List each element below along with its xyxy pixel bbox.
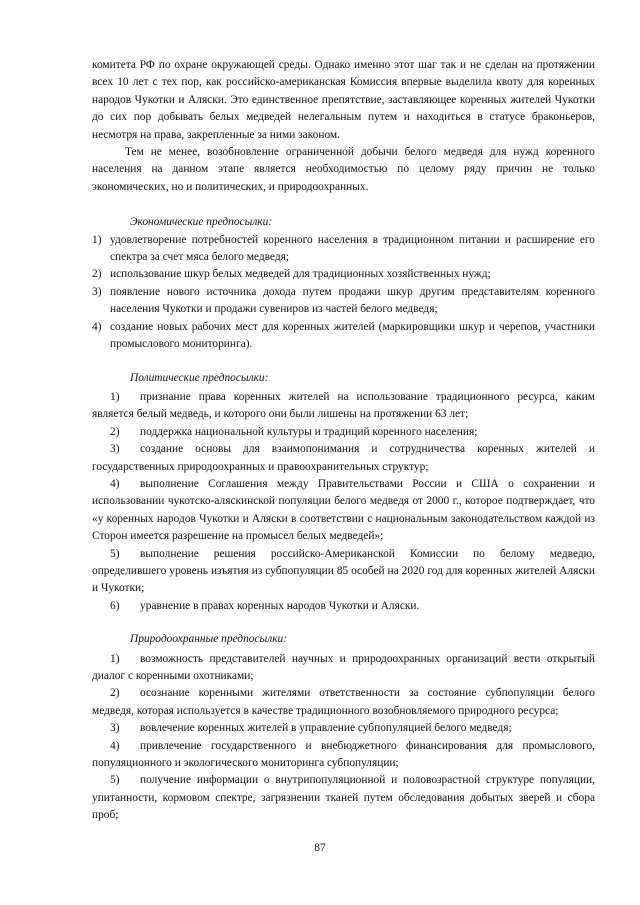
political-list (92, 389, 595, 615)
list-item-text: признание права коренных жителей на использование традиционного ресурса, каким является белый медведь, и которого они были лишены на протяжении 63 лет; (92, 390, 595, 421)
list-item-text: выполнение решения российско-Американской Комиссии по белому медведю, определившего уровень изъятия из субпопуляции 85 особей на 2020 год для коренных жителей Аляски и Чукотки; (92, 547, 595, 595)
list-item (92, 738, 595, 773)
list-item-number: 5) (110, 774, 120, 787)
list-item (92, 319, 595, 354)
list-item (92, 598, 595, 615)
list-item (92, 476, 595, 546)
list-item-number: 1) (110, 652, 120, 665)
list-item (92, 389, 595, 424)
environmental-heading: Природоохранные предпосылки: (130, 633, 288, 646)
economic-heading: Экономические предпосылки: (130, 216, 273, 229)
list-item (92, 284, 595, 319)
list-item-number: 2) (110, 687, 120, 700)
list-item-number: 6) (110, 599, 120, 612)
list-item-number: 4) (92, 320, 102, 333)
list-item-text: привлечение государственного и внебюджетного финансирования для промыслового, популяционного и экологического мониторинга субпопуляции; (92, 739, 595, 770)
intro-paragraph-2: Тем не менее, возобновление ограниченной добычи белого медведя для нужд коренного населения на данном этапе является необходимостью по целому ряду причин не только экономических, но и политических, и природоохранных. (92, 146, 595, 193)
list-item-number: 5) (110, 547, 120, 560)
list-item-text: удовлетворение потребностей коренного населения в традиционном питании и расширение его спектра за счет мяса белого медведя; (110, 233, 595, 264)
list-item-number: 3) (110, 722, 120, 735)
list-item-number: 1) (92, 233, 102, 246)
list-item-text: возможность представителей научных и природоохранных организаций вести открытый диалог с коренными охотниками; (92, 652, 595, 682)
list-item-number: 4) (110, 739, 120, 752)
list-item-number: 2) (110, 425, 120, 438)
list-item-number: 2) (92, 268, 102, 281)
list-item-text: получение информации о внутрипопуляционной и половозрастной структуре популяции, упитанности, кормовом спектре, загрязнении тканей путем обследования добытых зверей и сбора проб; (92, 774, 595, 822)
list-item-number: 4) (110, 477, 120, 490)
list-item-text: выполнение Соглашения между Правительствами России и США о сохранении и использовании чукотско-аляскинской популяции белого медведя от 2000 г., которое подтверждает, что «у коренных народов Чукотки и Аляски в соответствии с национальным законодательством каждой из Сторон имеется разрешение на промысел белых медведей»; (92, 477, 595, 543)
list-item-text: поддержка национальной культуры и традиций коренного населения; (140, 425, 478, 438)
list-item-text: уравнение в правах коренных народов Чукотки и Аляски. (140, 599, 420, 612)
list-item-text: вовлечение коренных жителей в управление субпопуляцией белого медведя; (140, 722, 512, 735)
list-item (92, 685, 595, 720)
list-item (92, 546, 595, 598)
intro-paragraph-1: комитета РФ по охране окружающей среды. Однако именно этот шаг так и не сделан на протяжении всех 10 лет с тех пор, как российско-американская Комиссия впервые выделила квоту для коренных народов Чукотки и Аляски. Это единственное препятствие, заставляющее коренных жителей Чукотки до сих пор добывать белых медведей нелегальным путем и находиться в статусе браконьеров, несмотря на права, закрепленные за ними законом. (92, 59, 595, 141)
list-item-text: создание основы для взаимопонимания и сотрудничества коренных жителей и государственных природоохранных и правоохранительных структур; (92, 443, 595, 473)
political-heading: Политические предпосылки: (130, 371, 269, 384)
list-item-number: 3) (110, 443, 120, 456)
environmental-list (92, 651, 595, 825)
list-item (92, 232, 595, 267)
list-item-text: появление нового источника дохода путем продажи шкур другим представителям коренного населения Чукотки и продажи сувениров из частей белого медведя; (110, 285, 595, 316)
list-item-text: создание новых рабочих мест для коренных жителей (маркировщики шкур и черепов, участники промыслового мониторинга). (110, 320, 595, 351)
list-item (92, 266, 595, 283)
list-item-number: 3) (92, 285, 102, 298)
list-item (92, 651, 595, 686)
list-item-number: 1) (110, 390, 120, 403)
document-page (92, 57, 595, 825)
list-item (92, 720, 595, 737)
page-number: 87 (314, 842, 326, 854)
list-item-text: использование шкур белых медведей для традиционных хозяйственных нужд; (110, 268, 491, 281)
economic-list (92, 232, 595, 354)
list-item-text: осознание коренными жителями ответственности за состояние субпопуляции белого медведя, которая используется в качестве традиционного возобновляемого природного ресурса; (92, 687, 595, 717)
list-item (92, 424, 595, 441)
list-item (92, 441, 595, 476)
list-item (92, 772, 595, 824)
